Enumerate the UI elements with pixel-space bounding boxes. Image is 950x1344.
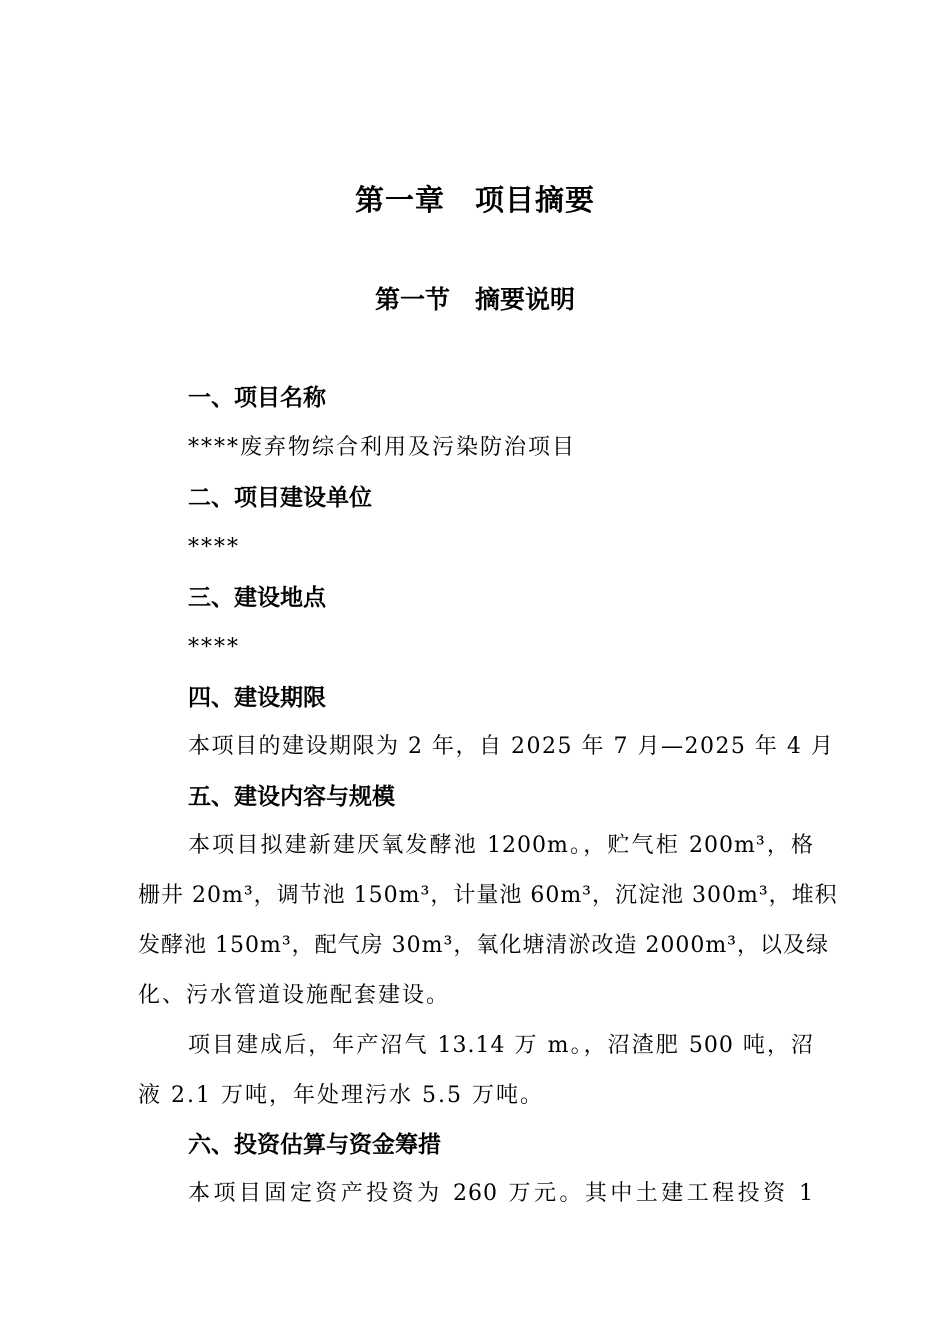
- scale-line: 化、污水管道设施配套建设。: [138, 983, 451, 1008]
- heading-project-name: 一、项目名称: [188, 385, 326, 411]
- heading-scale: 五、建设内容与规模: [188, 784, 395, 810]
- section-title: 第一节 摘要说明: [374, 285, 575, 314]
- scale-line: 本项目拟建新建厌氧发酵池 1200m。，贮气柜 200m³，格: [188, 833, 814, 858]
- scale-line: 液 2.1 万吨，年处理污水 5.5 万吨。: [138, 1083, 544, 1108]
- heading-investment: 六、投资估算与资金筹措: [188, 1132, 441, 1158]
- investment-text: 本项目固定资产投资为 260 万元。其中土建工程投资 1: [188, 1181, 814, 1206]
- heading-period: 四、建设期限: [188, 685, 326, 711]
- scale-line: 项目建成后，年产沼气 13.14 万 m。，沼渣肥 500 吨，沼: [188, 1033, 814, 1058]
- heading-construction-unit: 二、项目建设单位: [188, 485, 372, 511]
- project-name-text: ****废弃物综合利用及污染防治项目: [188, 435, 577, 460]
- period-text: 本项目的建设期限为 2 年，自 2025 年 7 月—2025 年 4 月: [188, 734, 835, 759]
- chapter-title: 第一章 项目摘要: [354, 183, 595, 217]
- scale-line: 发酵池 150m³，配气房 30m³，氧化塘清淤改造 2000m³，以及绿: [138, 933, 829, 958]
- construction-unit-text: ****: [188, 535, 240, 560]
- site-text: ****: [188, 635, 240, 660]
- heading-site: 三、建设地点: [188, 585, 326, 611]
- scale-line: 栅井 20m³，调节池 150m³，计量池 60m³，沉淀池 300m³，堆积: [138, 883, 838, 908]
